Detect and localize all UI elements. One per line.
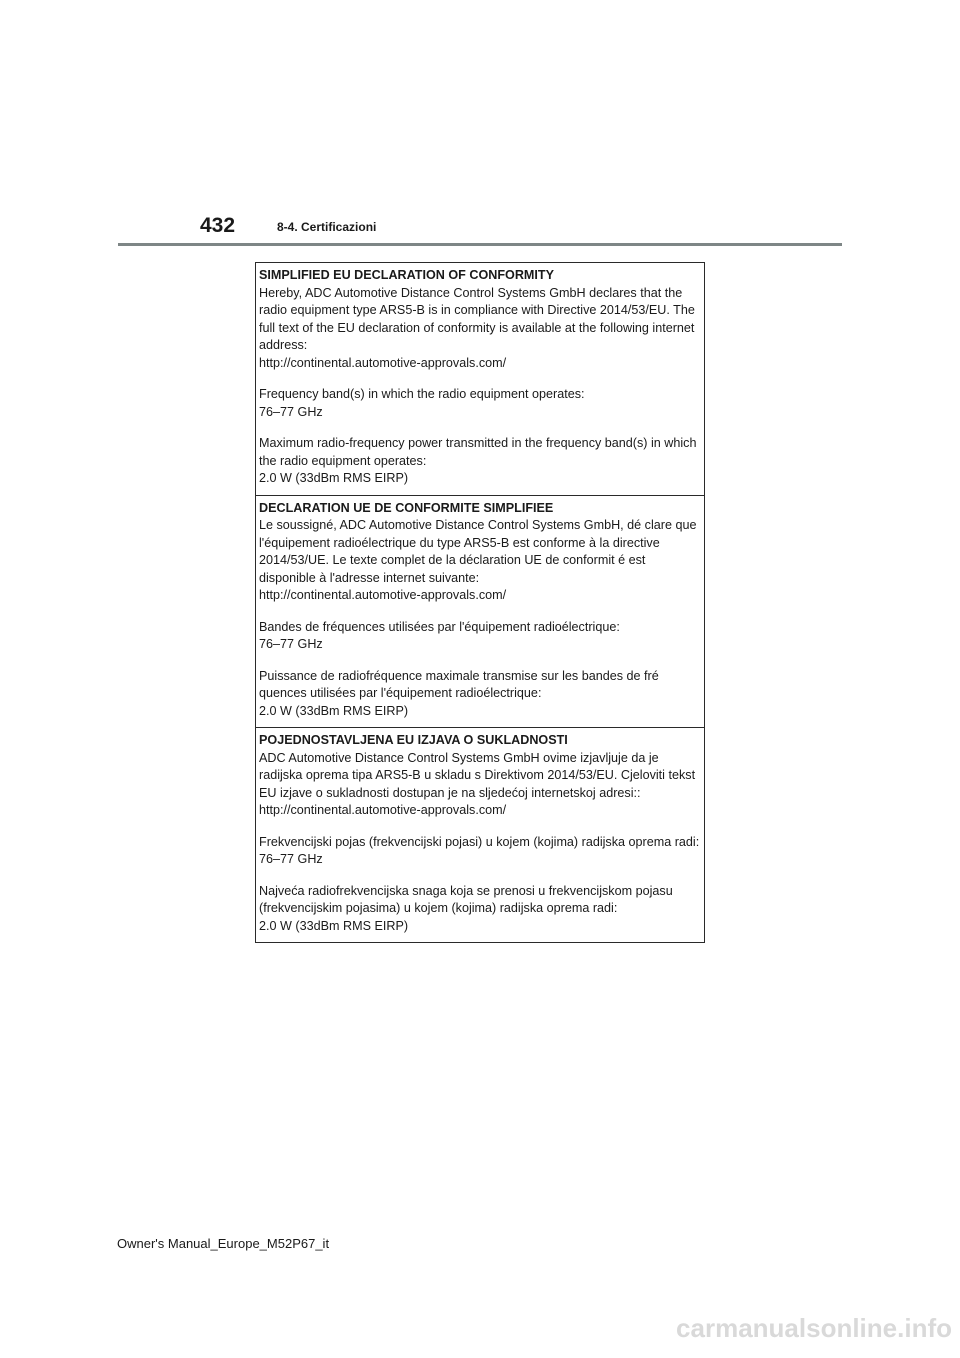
max-power-value: 2.0 W (33dBm RMS EIRP) xyxy=(259,703,409,718)
watermark-logo: carmanualsonline.info xyxy=(676,1313,952,1343)
declaration-url: http://continental.automotive-approvals.com/ xyxy=(259,803,507,817)
max-power-label: Najveća radiofrekvencijska snaga koja se prenosi u frekvencijskom pojasu (frekvencijskim pojasima) u kojem (kojima) radijska oprema radi: xyxy=(259,883,673,915)
frequency-band-label: Bandes de fréquences utilisées par l'équipement radioélectrique: xyxy=(259,619,620,634)
declaration-french xyxy=(256,495,704,728)
section-heading: POJEDNOSTAVLJENA EU IZJAVA O SUKLADNOSTI xyxy=(259,733,568,747)
page-number: 432 xyxy=(200,214,236,237)
declaration-url: http://continental.automotive-approvals.com/ xyxy=(259,588,507,602)
manual-footer: Owner's Manual_Europe_M52P67_it xyxy=(117,1236,330,1251)
section-title: 8-4. Certificazioni xyxy=(277,220,377,234)
declaration-url: http://continental.automotive-approvals.com/ xyxy=(259,355,507,370)
max-power-value: 2.0 W (33dBm RMS EIRP) xyxy=(259,471,409,485)
frequency-band-text: Frekvencijski pojas (frekvencijski pojasi) u kojem (kojima) radijska oprema radi: 76–77 GHz xyxy=(259,834,700,866)
max-power-label: Maximum radio-frequency power transmitted in the frequency band(s) in which the radio equipment operates: xyxy=(259,436,697,468)
frequency-band-label: Frequency band(s) in which the radio equipment operates: xyxy=(259,387,585,401)
frequency-band-value: 76–77 GHz xyxy=(259,404,323,419)
section-heading: DECLARATION UE DE CONFORMITE SIMPLIFIEE xyxy=(259,500,554,515)
declaration-table xyxy=(255,262,705,943)
frequency-band-value: 76–77 GHz xyxy=(259,637,323,651)
section-heading: SIMPLIFIED EU DECLARATION OF CONFORMITY xyxy=(259,268,555,282)
declaration-text: Le soussigné, ADC Automotive Distance Control Systems GmbH, dé clare que l'équipement radioélectrique du type ARS5-B est conforme à la directive 2014/53/UE. Le texte complet de la déclaration UE de conformit é est disponible à l'adresse internet suivante: xyxy=(259,518,697,585)
declaration-text: Hereby, ADC Automotive Distance Control Systems GmbH declares that the radio equipment type ARS5-B is in compliance with Directive 2014/53/EU. The full text of the EU declaration of conformity is available at the following internet address: xyxy=(259,285,695,352)
declaration-croatian xyxy=(256,727,704,942)
max-power-label: Puissance de radiofréquence maximale transmise sur les bandes de fré quences utilisées par l'équipement radioélectrique: xyxy=(259,668,659,700)
declaration-text: ADC Automotive Distance Control Systems GmbH ovime izjavljuje da je radijska oprema tipa ARS5-B u skladu s Direktivom 2014/53/EU. Cjeloviti tekst EU izjave o sukladnosti dostupan je na sljedećoj internetskoj adresi:: xyxy=(259,750,696,800)
declaration-english xyxy=(256,263,704,495)
header-divider xyxy=(118,243,842,246)
max-power-value: 2.0 W (33dBm RMS EIRP) xyxy=(259,918,409,933)
